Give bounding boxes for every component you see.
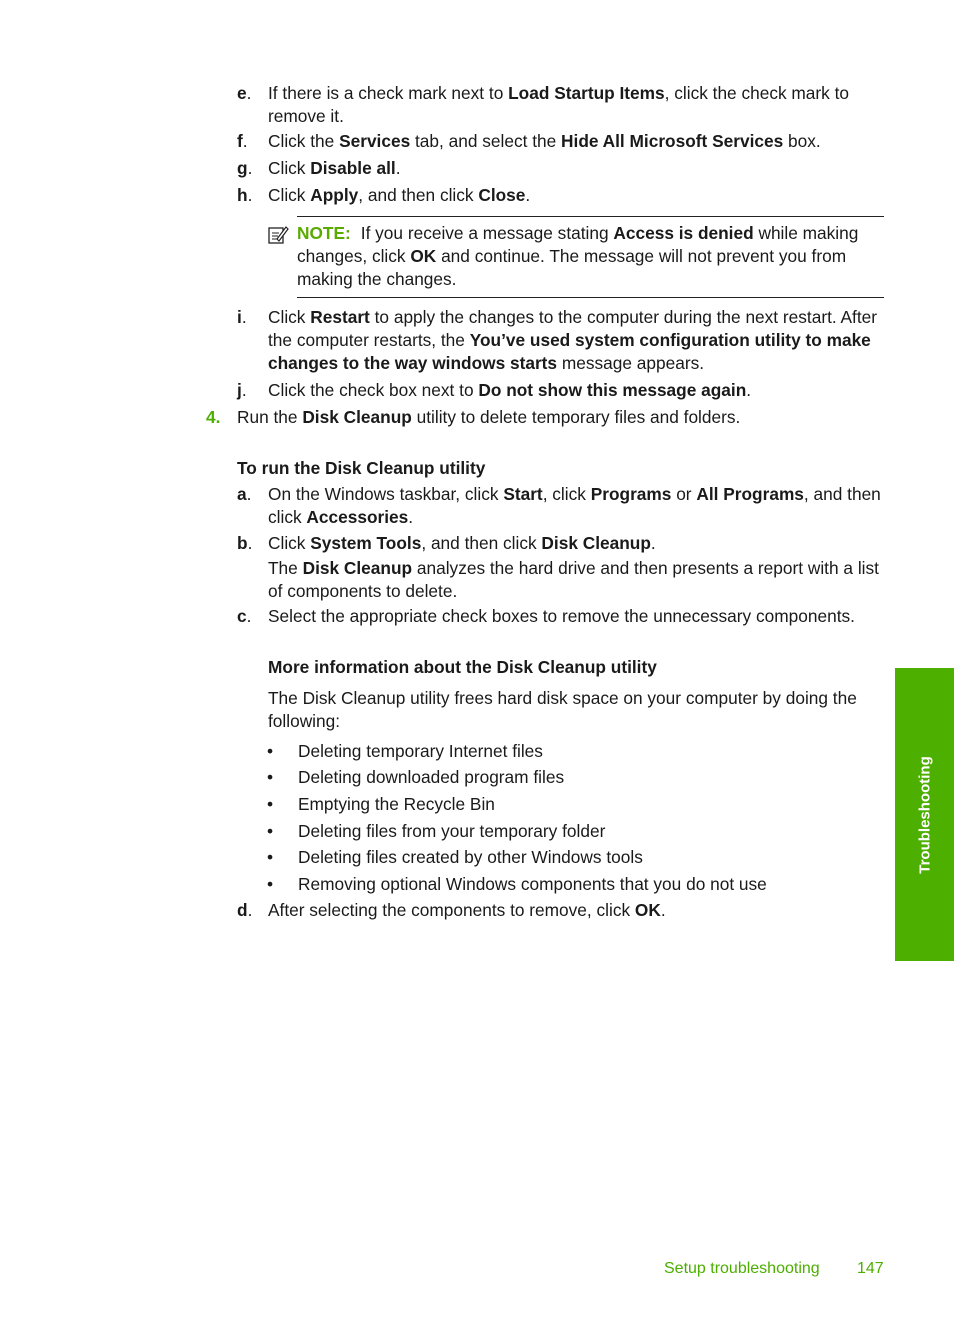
note-text [297,222,887,291]
footer-section: Setup troubleshooting [664,1260,820,1277]
step-a [237,483,885,529]
step-text: Select the appropriate check boxes to remove the unnecessary components. [268,606,855,626]
step-text: Click the Services tab, and select the Hide All Microsoft Services box. [268,131,821,151]
bullet-marker: • [267,794,274,814]
step-b [237,532,885,555]
bullet-marker: • [267,821,274,841]
step-label: f. [237,131,248,151]
side-tab-troubleshooting [895,668,954,961]
step-i [237,306,885,375]
step-text: Click System Tools, and then click Disk Cleanup. [268,533,656,553]
step-d [237,899,885,922]
list-item-text: Deleting files from your temporary folder [298,821,606,841]
step-label: g. [237,158,253,178]
step-text: Click the check box next to Do not show this message again. [268,380,752,400]
step-c [237,605,885,628]
list-item-text: Deleting downloaded program files [298,767,565,787]
step-b-detail: The Disk Cleanup analyzes the hard drive and then presents a report with a list of components to delete. [268,558,879,601]
step-g [237,157,885,180]
step-e [237,82,885,128]
note-content: If you receive a message stating Access is denied while making changes, click OK and continue. The message will not prevent you from making the changes. [297,223,859,289]
step-text: Click Apply, and then click Close. [268,185,531,205]
list-item-text: Emptying the Recycle Bin [298,794,495,814]
step-label: i. [237,307,247,327]
bullet-marker: • [267,874,274,894]
step-text: Run the Disk Cleanup utility to delete temporary files and folders. [237,407,741,427]
step-label: a. [237,484,252,504]
more-info-heading: More information about the Disk Cleanup utility [268,657,657,677]
note-label: NOTE: [297,223,351,243]
step-label: c. [237,606,252,626]
step-label: d. [237,900,253,920]
step-j [237,379,885,402]
more-info-intro: The Disk Cleanup utility frees hard disk space on your computer by doing the following: [268,688,857,731]
bullet-marker: • [267,741,274,761]
step-4 [206,406,886,429]
note-pencil-icon [267,224,289,246]
step-label: b. [237,533,253,553]
list-item-text: Removing optional Windows components that you do not use [298,874,767,894]
step-h [237,184,885,207]
step-text: On the Windows taskbar, click Start, click Programs or All Programs, and then click Accessories. [268,484,881,527]
step-label: j. [237,380,247,400]
step-f [237,130,885,153]
page-number: 147 [857,1260,884,1277]
step-text: Click Disable all. [268,158,401,178]
section-heading: To run the Disk Cleanup utility [237,458,486,478]
step-number: 4. [206,407,221,427]
side-tab-label: Troubleshooting [916,755,933,874]
bullet-marker: • [267,767,274,787]
step-text: If there is a check mark next to Load Startup Items, click the check mark to remove it. [268,83,850,126]
note-bottom-rule [297,297,884,298]
step-text: After selecting the components to remove, click OK. [268,900,666,920]
note-top-rule [297,216,884,217]
step-label: h. [237,185,253,205]
step-text: Click Restart to apply the changes to the computer during the next restart. After the computer restarts, the You’ve used system configuration utility to make changes to the way windows starts message appears. [268,307,878,373]
step-label: e. [237,83,252,103]
list-item-text: Deleting files created by other Windows tools [298,847,643,867]
list-item-text: Deleting temporary Internet files [298,741,543,761]
bullet-marker: • [267,847,274,867]
